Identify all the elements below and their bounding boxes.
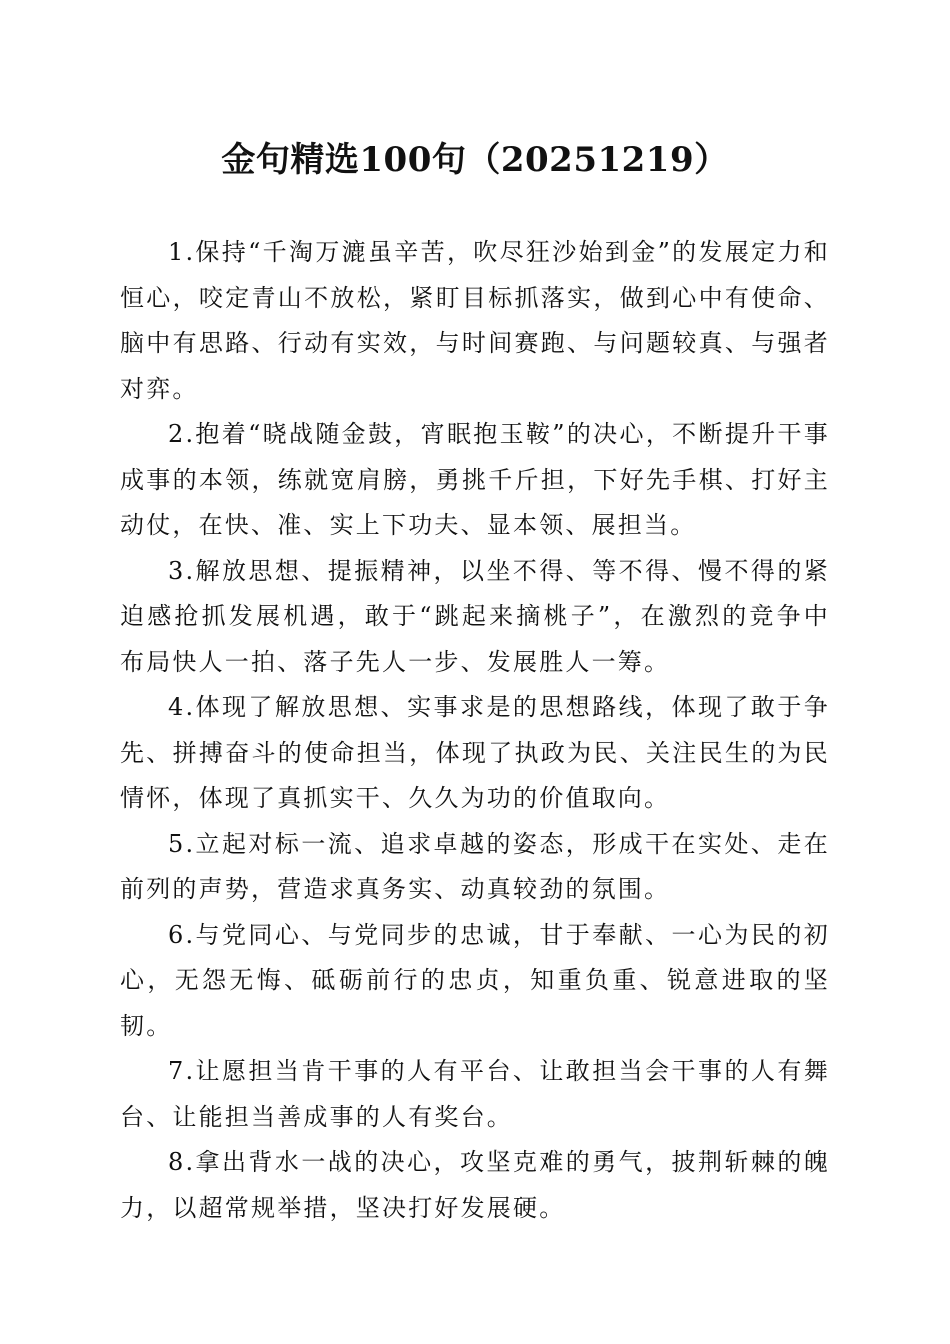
paragraph-3: 3.解放思想、提振精神，以坐不得、等不得、慢不得的紧迫感抢抓发展机遇，敢于“跳起来摘桃子”，在激烈的竞争中布局快人一拍、落子先人一步、发展胜人一筹。 xyxy=(120,556,830,676)
paragraph-7: 7.让愿担当肯干事的人有平台、让敢担当会干事的人有舞台、让能担当善成事的人有奖台。 xyxy=(120,1057,830,1131)
paragraph-2: 2.抱着“晓战随金鼓，宵眠抱玉鞍”的决心，不断提升干事成事的本领，练就宽肩膀，勇挑千斤担，下好先手棋、打好主动仗，在快、准、实上下功夫、显本领、展担当。 xyxy=(120,420,830,539)
paragraph-4: 4.体现了解放思想、实事求是的思想路线，体现了敢于争先、拼搏奋斗的使命担当，体现了执政为民、关注民生的为民情怀，体现了真抓实干、久久为功的价值取向。 xyxy=(120,693,830,812)
paragraph-8: 8.拿出背水一战的决心，攻坚克难的勇气，披荆斩棘的魄力，以超常规举措，坚决打好发展硬。 xyxy=(120,1148,830,1222)
paragraph-6: 6.与党同心、与党同步的忠诚，甘于奉献、一心为民的初心，无怨无悔、砥砺前行的忠贞，知重负重、锐意进取的坚韧。 xyxy=(120,920,830,1040)
paragraph-1: 1.保持“千淘万漉虽辛苦，吹尽狂沙始到金”的发展定力和恒心，咬定青山不放松，紧盯目标抓落实，做到心中有使命、脑中有思路、行动有实效，与时间赛跑、与问题较真、与强者对弈。 xyxy=(120,238,830,403)
document-title: 金句精选100句（20251219） xyxy=(221,140,729,180)
document-body xyxy=(120,230,830,1231)
paragraph-5: 5.立起对标一流、追求卓越的姿态，形成干在实处、走在前列的声势，营造求真务实、动真较劲的氛围。 xyxy=(120,829,830,903)
